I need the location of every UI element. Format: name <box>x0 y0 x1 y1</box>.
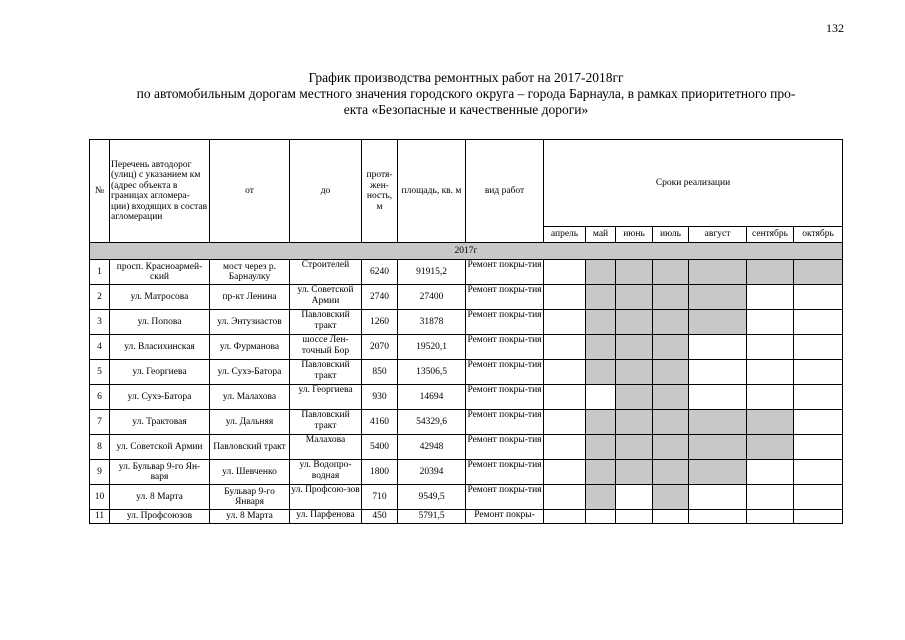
schedule-cell <box>689 260 747 285</box>
month-august: август <box>689 227 747 243</box>
from-point: мост через р. Барнаулку <box>210 260 290 285</box>
length-value: 930 <box>362 385 398 410</box>
to-point: шоссе Лен-точный Бор <box>290 335 362 360</box>
schedule-cell <box>544 485 586 510</box>
schedule-cell <box>544 385 586 410</box>
schedule-cell <box>653 485 689 510</box>
schedule-cell <box>544 360 586 385</box>
schedule-cell <box>689 485 747 510</box>
schedule-cell <box>544 260 586 285</box>
schedule-cell <box>689 460 747 485</box>
schedule-cell <box>586 335 616 360</box>
to-point: Павловский тракт <box>290 310 362 335</box>
road-name: ул. Георгиева <box>110 360 210 385</box>
road-name: ул. Сухэ-Батора <box>110 385 210 410</box>
year-row: 2017г <box>90 243 843 260</box>
month-july: июль <box>653 227 689 243</box>
schedule-cell <box>747 360 794 385</box>
row-number: 7 <box>90 410 110 435</box>
road-name: ул. Бульвар 9-го Ян-варя <box>110 460 210 485</box>
work-type: Ремонт покры-тия <box>466 485 544 510</box>
road-name: ул. 8 Марта <box>110 485 210 510</box>
table-row <box>90 335 843 360</box>
page-number: 132 <box>826 21 844 35</box>
header-schedule: Сроки реализации <box>544 140 843 227</box>
row-number: 5 <box>90 360 110 385</box>
work-type: Ремонт покры-тия <box>466 460 544 485</box>
schedule-cell <box>653 310 689 335</box>
schedule-cell <box>747 385 794 410</box>
schedule-cell <box>689 435 747 460</box>
to-point: ул. Профсою-зов <box>290 485 362 510</box>
schedule-cell <box>616 460 653 485</box>
road-name: ул. Попова <box>110 310 210 335</box>
work-type: Ремонт покры-тия <box>466 410 544 435</box>
road-name: ул. Власихинская <box>110 335 210 360</box>
schedule-cell <box>544 435 586 460</box>
schedule-cell <box>586 310 616 335</box>
schedule-cell <box>653 385 689 410</box>
header-road: Перечень автодорог (улиц) с указанием км (адрес объекта в границах агломера-ции) входящих в состав агломерации <box>110 140 210 243</box>
schedule-cell <box>794 485 843 510</box>
from-point: пр-кт Ленина <box>210 285 290 310</box>
title-line-1: График производства ремонтных работ на 2017-2018гг <box>308 70 624 85</box>
schedule-cell <box>653 260 689 285</box>
to-point: ул. Георгиева <box>290 385 362 410</box>
from-point: ул. Энтузиастов <box>210 310 290 335</box>
from-point: ул. Шевченко <box>210 460 290 485</box>
schedule-cell <box>544 285 586 310</box>
schedule-cell <box>794 260 843 285</box>
to-point: Строителей <box>290 260 362 285</box>
header-to: до <box>290 140 362 243</box>
road-name: ул. Профсоюзов <box>110 510 210 524</box>
schedule-cell <box>747 410 794 435</box>
table-row <box>90 460 843 485</box>
header-length: протя-жен-ность, м <box>362 140 398 243</box>
work-type: Ремонт покры- <box>466 510 544 524</box>
schedule-cell <box>794 410 843 435</box>
schedule-cell <box>544 335 586 360</box>
from-point: ул. 8 Марта <box>210 510 290 524</box>
area-value: 42948 <box>398 435 466 460</box>
work-type: Ремонт покры-тия <box>466 435 544 460</box>
schedule-cell <box>653 435 689 460</box>
to-point: Малахова <box>290 435 362 460</box>
schedule-cell <box>616 310 653 335</box>
month-october: октябрь <box>794 227 843 243</box>
header-num: № <box>90 140 110 243</box>
schedule-cell <box>586 485 616 510</box>
schedule-cell <box>586 285 616 310</box>
schedule-cell <box>653 285 689 310</box>
to-point: Павловский тракт <box>290 360 362 385</box>
schedule-cell <box>794 510 843 524</box>
schedule-cell <box>747 435 794 460</box>
area-value: 27400 <box>398 285 466 310</box>
schedule-cell <box>689 410 747 435</box>
row-number: 9 <box>90 460 110 485</box>
work-type: Ремонт покры-тия <box>466 360 544 385</box>
schedule-cell <box>747 335 794 360</box>
schedule-cell <box>586 460 616 485</box>
length-value: 710 <box>362 485 398 510</box>
schedule-cell <box>794 360 843 385</box>
table-row <box>90 360 843 385</box>
table-row <box>90 485 843 510</box>
from-point: ул. Малахова <box>210 385 290 410</box>
area-value: 54329,6 <box>398 410 466 435</box>
area-value: 9549,5 <box>398 485 466 510</box>
schedule-cell <box>747 285 794 310</box>
length-value: 450 <box>362 510 398 524</box>
from-point: ул. Фурманова <box>210 335 290 360</box>
schedule-cell <box>586 510 616 524</box>
schedule-cell <box>689 385 747 410</box>
schedule-cell <box>794 335 843 360</box>
title-line-3: екта «Безопасные и качественные дороги» <box>343 102 589 117</box>
schedule-cell <box>653 335 689 360</box>
table-row <box>90 285 843 310</box>
from-point: Бульвар 9-го Января <box>210 485 290 510</box>
schedule-cell <box>794 310 843 335</box>
month-september: сентябрь <box>747 227 794 243</box>
area-value: 5791,5 <box>398 510 466 524</box>
length-value: 850 <box>362 360 398 385</box>
header-area: площадь, кв. м <box>398 140 466 243</box>
row-number: 4 <box>90 335 110 360</box>
schedule-cell <box>544 460 586 485</box>
schedule-cell <box>689 335 747 360</box>
table-row <box>90 260 843 285</box>
schedule-cell <box>616 410 653 435</box>
schedule-cell <box>747 485 794 510</box>
row-number: 10 <box>90 485 110 510</box>
schedule-cell <box>653 360 689 385</box>
schedule-cell <box>689 285 747 310</box>
schedule-cell <box>616 285 653 310</box>
title-line-2: по автомобильным дорогам местного значения городского округа – города Барнаула, в рамках приоритетного про- <box>136 86 796 101</box>
work-type: Ремонт покры-тия <box>466 335 544 360</box>
work-type: Ремонт покры-тия <box>466 310 544 335</box>
schedule-cell <box>586 360 616 385</box>
schedule-cell <box>794 460 843 485</box>
from-point: ул. Сухэ-Батора <box>210 360 290 385</box>
schedule-cell <box>586 435 616 460</box>
schedule-cell <box>747 260 794 285</box>
schedule-cell <box>544 510 586 524</box>
schedule-cell <box>586 385 616 410</box>
document-title <box>90 70 842 118</box>
row-number: 11 <box>90 510 110 524</box>
length-value: 1260 <box>362 310 398 335</box>
month-june: июнь <box>616 227 653 243</box>
length-value: 6240 <box>362 260 398 285</box>
table-row <box>90 310 843 335</box>
schedule-cell <box>586 260 616 285</box>
schedule-cell <box>747 460 794 485</box>
to-point: ул. Парфенова <box>290 510 362 524</box>
row-number: 1 <box>90 260 110 285</box>
to-point: Павловский тракт <box>290 410 362 435</box>
schedule-cell <box>653 460 689 485</box>
area-value: 20394 <box>398 460 466 485</box>
schedule-cell <box>616 510 653 524</box>
schedule-cell <box>616 260 653 285</box>
row-number: 6 <box>90 385 110 410</box>
road-name: ул. Советской Армии <box>110 435 210 460</box>
row-number: 3 <box>90 310 110 335</box>
schedule-cell <box>544 410 586 435</box>
table-row <box>90 410 843 435</box>
header-from: от <box>210 140 290 243</box>
schedule-cell <box>689 510 747 524</box>
month-april: апрель <box>544 227 586 243</box>
area-value: 13506,5 <box>398 360 466 385</box>
road-name: ул. Матросова <box>110 285 210 310</box>
length-value: 2070 <box>362 335 398 360</box>
schedule-cell <box>653 510 689 524</box>
row-number: 8 <box>90 435 110 460</box>
table-row <box>90 510 843 524</box>
area-value: 31878 <box>398 310 466 335</box>
length-value: 2740 <box>362 285 398 310</box>
header-work-type: вид работ <box>466 140 544 243</box>
to-point: ул. Водопро-водная <box>290 460 362 485</box>
length-value: 4160 <box>362 410 398 435</box>
schedule-cell <box>794 285 843 310</box>
from-point: Павловский тракт <box>210 435 290 460</box>
schedule-table <box>89 139 843 524</box>
length-value: 5400 <box>362 435 398 460</box>
row-number: 2 <box>90 285 110 310</box>
work-type: Ремонт покры-тия <box>466 260 544 285</box>
schedule-cell <box>794 385 843 410</box>
schedule-cell <box>689 310 747 335</box>
to-point: ул. Советской Армии <box>290 285 362 310</box>
schedule-cell <box>586 410 616 435</box>
area-value: 19520,1 <box>398 335 466 360</box>
schedule-cell <box>653 410 689 435</box>
road-name: ул. Трактовая <box>110 410 210 435</box>
schedule-cell <box>616 360 653 385</box>
month-may: май <box>586 227 616 243</box>
schedule-cell <box>689 360 747 385</box>
table-row <box>90 385 843 410</box>
schedule-cell <box>616 435 653 460</box>
from-point: ул. Дальняя <box>210 410 290 435</box>
schedule-cell <box>616 335 653 360</box>
schedule-cell <box>794 435 843 460</box>
area-value: 14694 <box>398 385 466 410</box>
schedule-cell <box>747 510 794 524</box>
schedule-cell <box>616 485 653 510</box>
work-type: Ремонт покры-тия <box>466 385 544 410</box>
schedule-cell <box>544 310 586 335</box>
work-type: Ремонт покры-тия <box>466 285 544 310</box>
schedule-cell <box>616 385 653 410</box>
area-value: 91915,2 <box>398 260 466 285</box>
schedule-cell <box>747 310 794 335</box>
road-name: просп. Красноармей-ский <box>110 260 210 285</box>
length-value: 1800 <box>362 460 398 485</box>
table-row <box>90 435 843 460</box>
